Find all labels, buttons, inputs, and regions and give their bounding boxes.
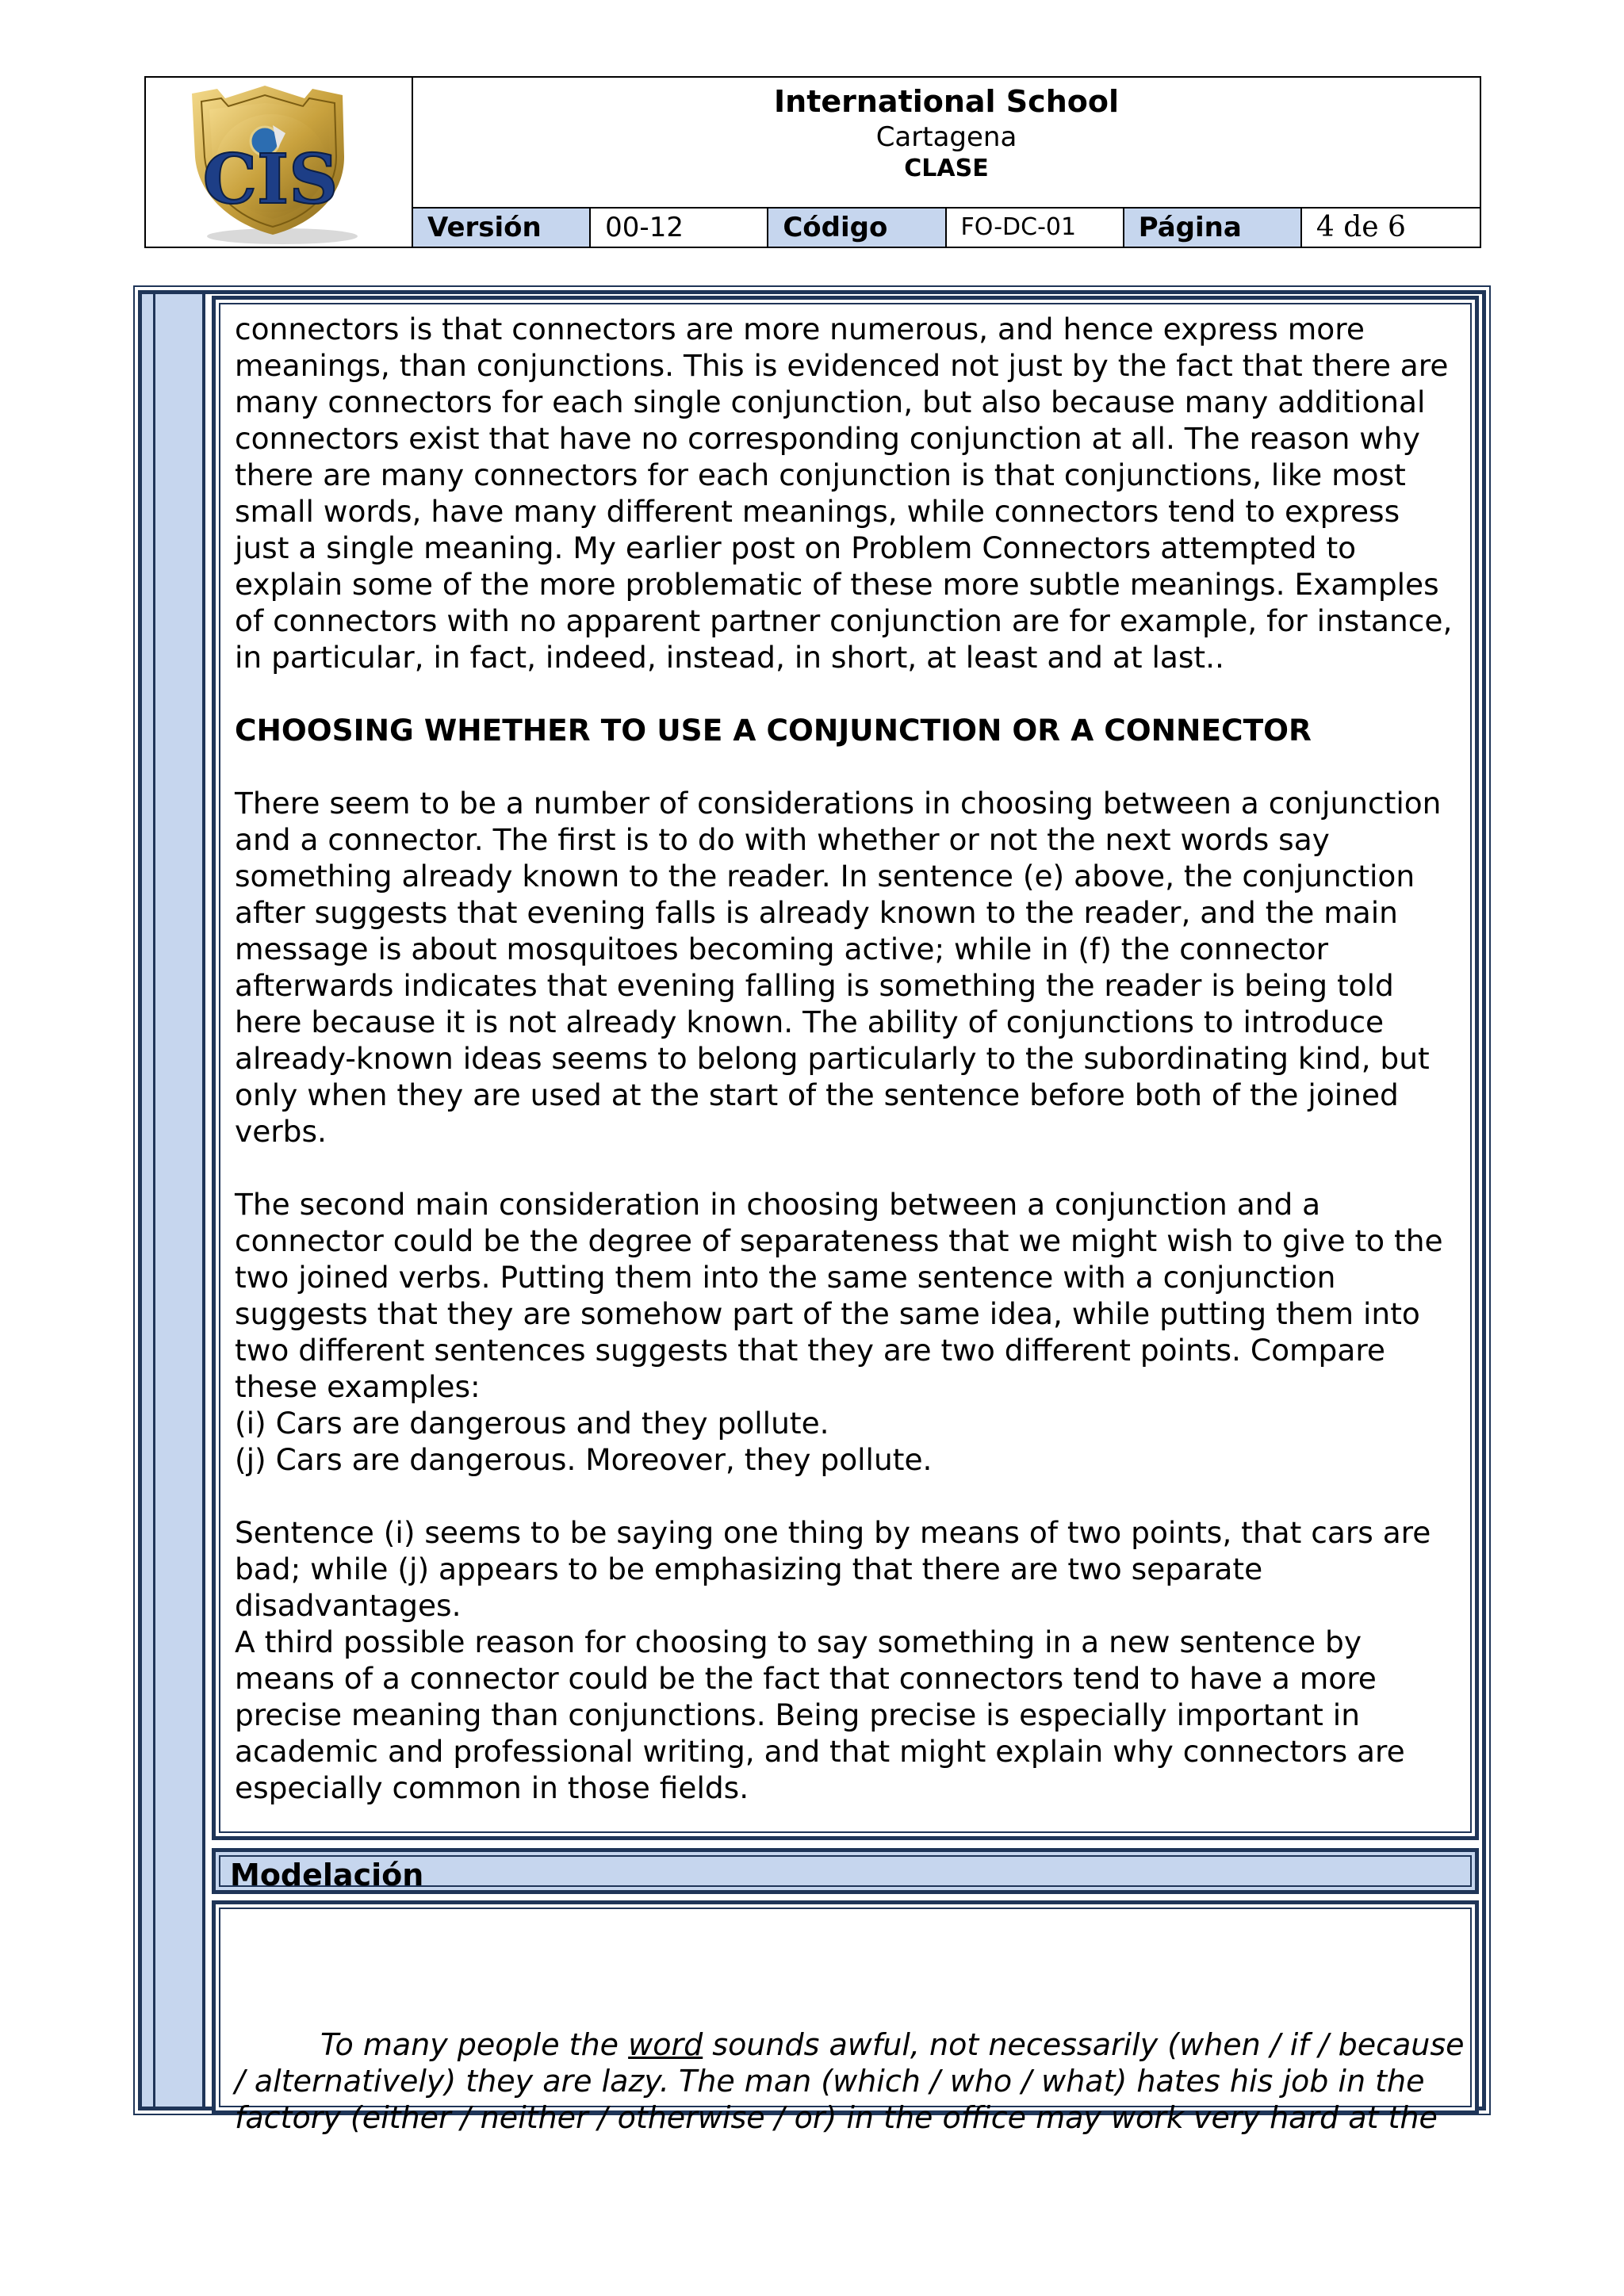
example-j: (j) Cars are dangerous. Moreover, they pollute.	[235, 1442, 933, 1477]
document-meta-row	[413, 209, 1480, 247]
document-header	[144, 76, 1481, 248]
code-value: FO-DC-01	[947, 209, 1124, 247]
exercise-text-start: To many people the	[320, 2027, 629, 2062]
logo-cell	[146, 78, 413, 247]
modelacion-header-box	[212, 1848, 1479, 1894]
document-type: CLASE	[904, 155, 989, 182]
content-frame-inner	[138, 290, 1486, 2135]
side-bar	[142, 294, 205, 2107]
paragraph-4: Sentence (i) seems to be saying one thing by means of two points, that cars are bad; while (j) appears to be emphasizing that there are two separate disadvantages.	[235, 1515, 1431, 1623]
side-bar-line	[153, 294, 155, 2107]
paragraph-3: The second main consideration in choosing between a conjunction and a connector could be the degree of separateness that we might wish to give to the two joined verbs. Putting them into the same sentence with a conjunction suggests that they are somehow part of the same idea, while putting them into two different sentences suggests that they are two different points. Compare these examples:	[235, 1187, 1443, 1404]
modelacion-title: Modelación	[230, 1858, 424, 1892]
code-label: Código	[768, 209, 946, 247]
school-city: Cartagena	[875, 121, 1017, 153]
page-label: Página	[1124, 209, 1302, 247]
version-label: Versión	[413, 209, 591, 247]
paragraph-2: There seem to be a number of considerations in choosing between a conjunction and a connector. The first is to do with whether or not the next words say something already known to the reader. In sentence (e) above, the conjunction after suggests that evening falls is already known to the reader, and the main message is about mosquitoes becoming active; while in (f) the connector afterwards indicates that evening falling is something the reader is being told here because it is not already known. The ability of conjunctions to introduce already-known ideas seems to belong particularly to the subordinating kind, but only when they are used at the start of the sentence before both of the joined verbs.	[235, 786, 1442, 1149]
body-text-box	[212, 296, 1479, 1840]
version-value: 00-12	[591, 209, 768, 247]
paragraph-1: connectors is that connectors are more numerous, and hence express more meanings, than conjunctions. This is evidenced not just by the fact that there are many connectors for each single conjunction, but also because many additional connectors exist that have no corresponding conjunction at all. The reason why there are many connectors for each conjunction is that conjunctions, like most small words, have many different meanings, while connectors tend to express just a single meaning. My earlier post on Problem Connectors attempted to explain some of the more problematic of these more subtle meanings. Examples of connectors with no apparent partner conjunction are for example, for instance, in particular, in fact, indeed, instead, in short, at least and at last..	[235, 312, 1453, 675]
school-crest-icon	[146, 78, 413, 247]
paragraph-5: A third possible reason for choosing to say something in a new sentence by means of a connector could be the fact that connectors tend to have a more precise meaning than conjunctions. Being precise is especially important in academic and professional writing, and that might explain why connectors are especially common in those fields.	[235, 1624, 1405, 1805]
section-heading: CHOOSING WHETHER TO USE A CONJUNCTION OR A CONNECTOR	[235, 713, 1312, 748]
body-text	[235, 311, 1459, 1806]
content-frame	[133, 285, 1491, 2135]
exercise-box	[212, 1900, 1479, 2135]
logo-text: CIS	[202, 140, 339, 220]
exercise-text	[235, 2026, 1465, 2136]
page-value: 4 de 6	[1316, 211, 1406, 243]
example-i: (i) Cars are dangerous and they pollute.	[235, 1406, 829, 1441]
school-name: International School	[774, 84, 1119, 119]
exercise-underlined-word: word	[628, 2027, 703, 2062]
exercise-text-rest: sounds awful, not necessarily (when / if / because / alternatively) they are lazy. The man (which / who / what) hates his job in the factory (either / neither / otherwise / or) in the office may work very hard at the	[235, 2027, 1465, 2135]
title-cell	[413, 78, 1480, 209]
